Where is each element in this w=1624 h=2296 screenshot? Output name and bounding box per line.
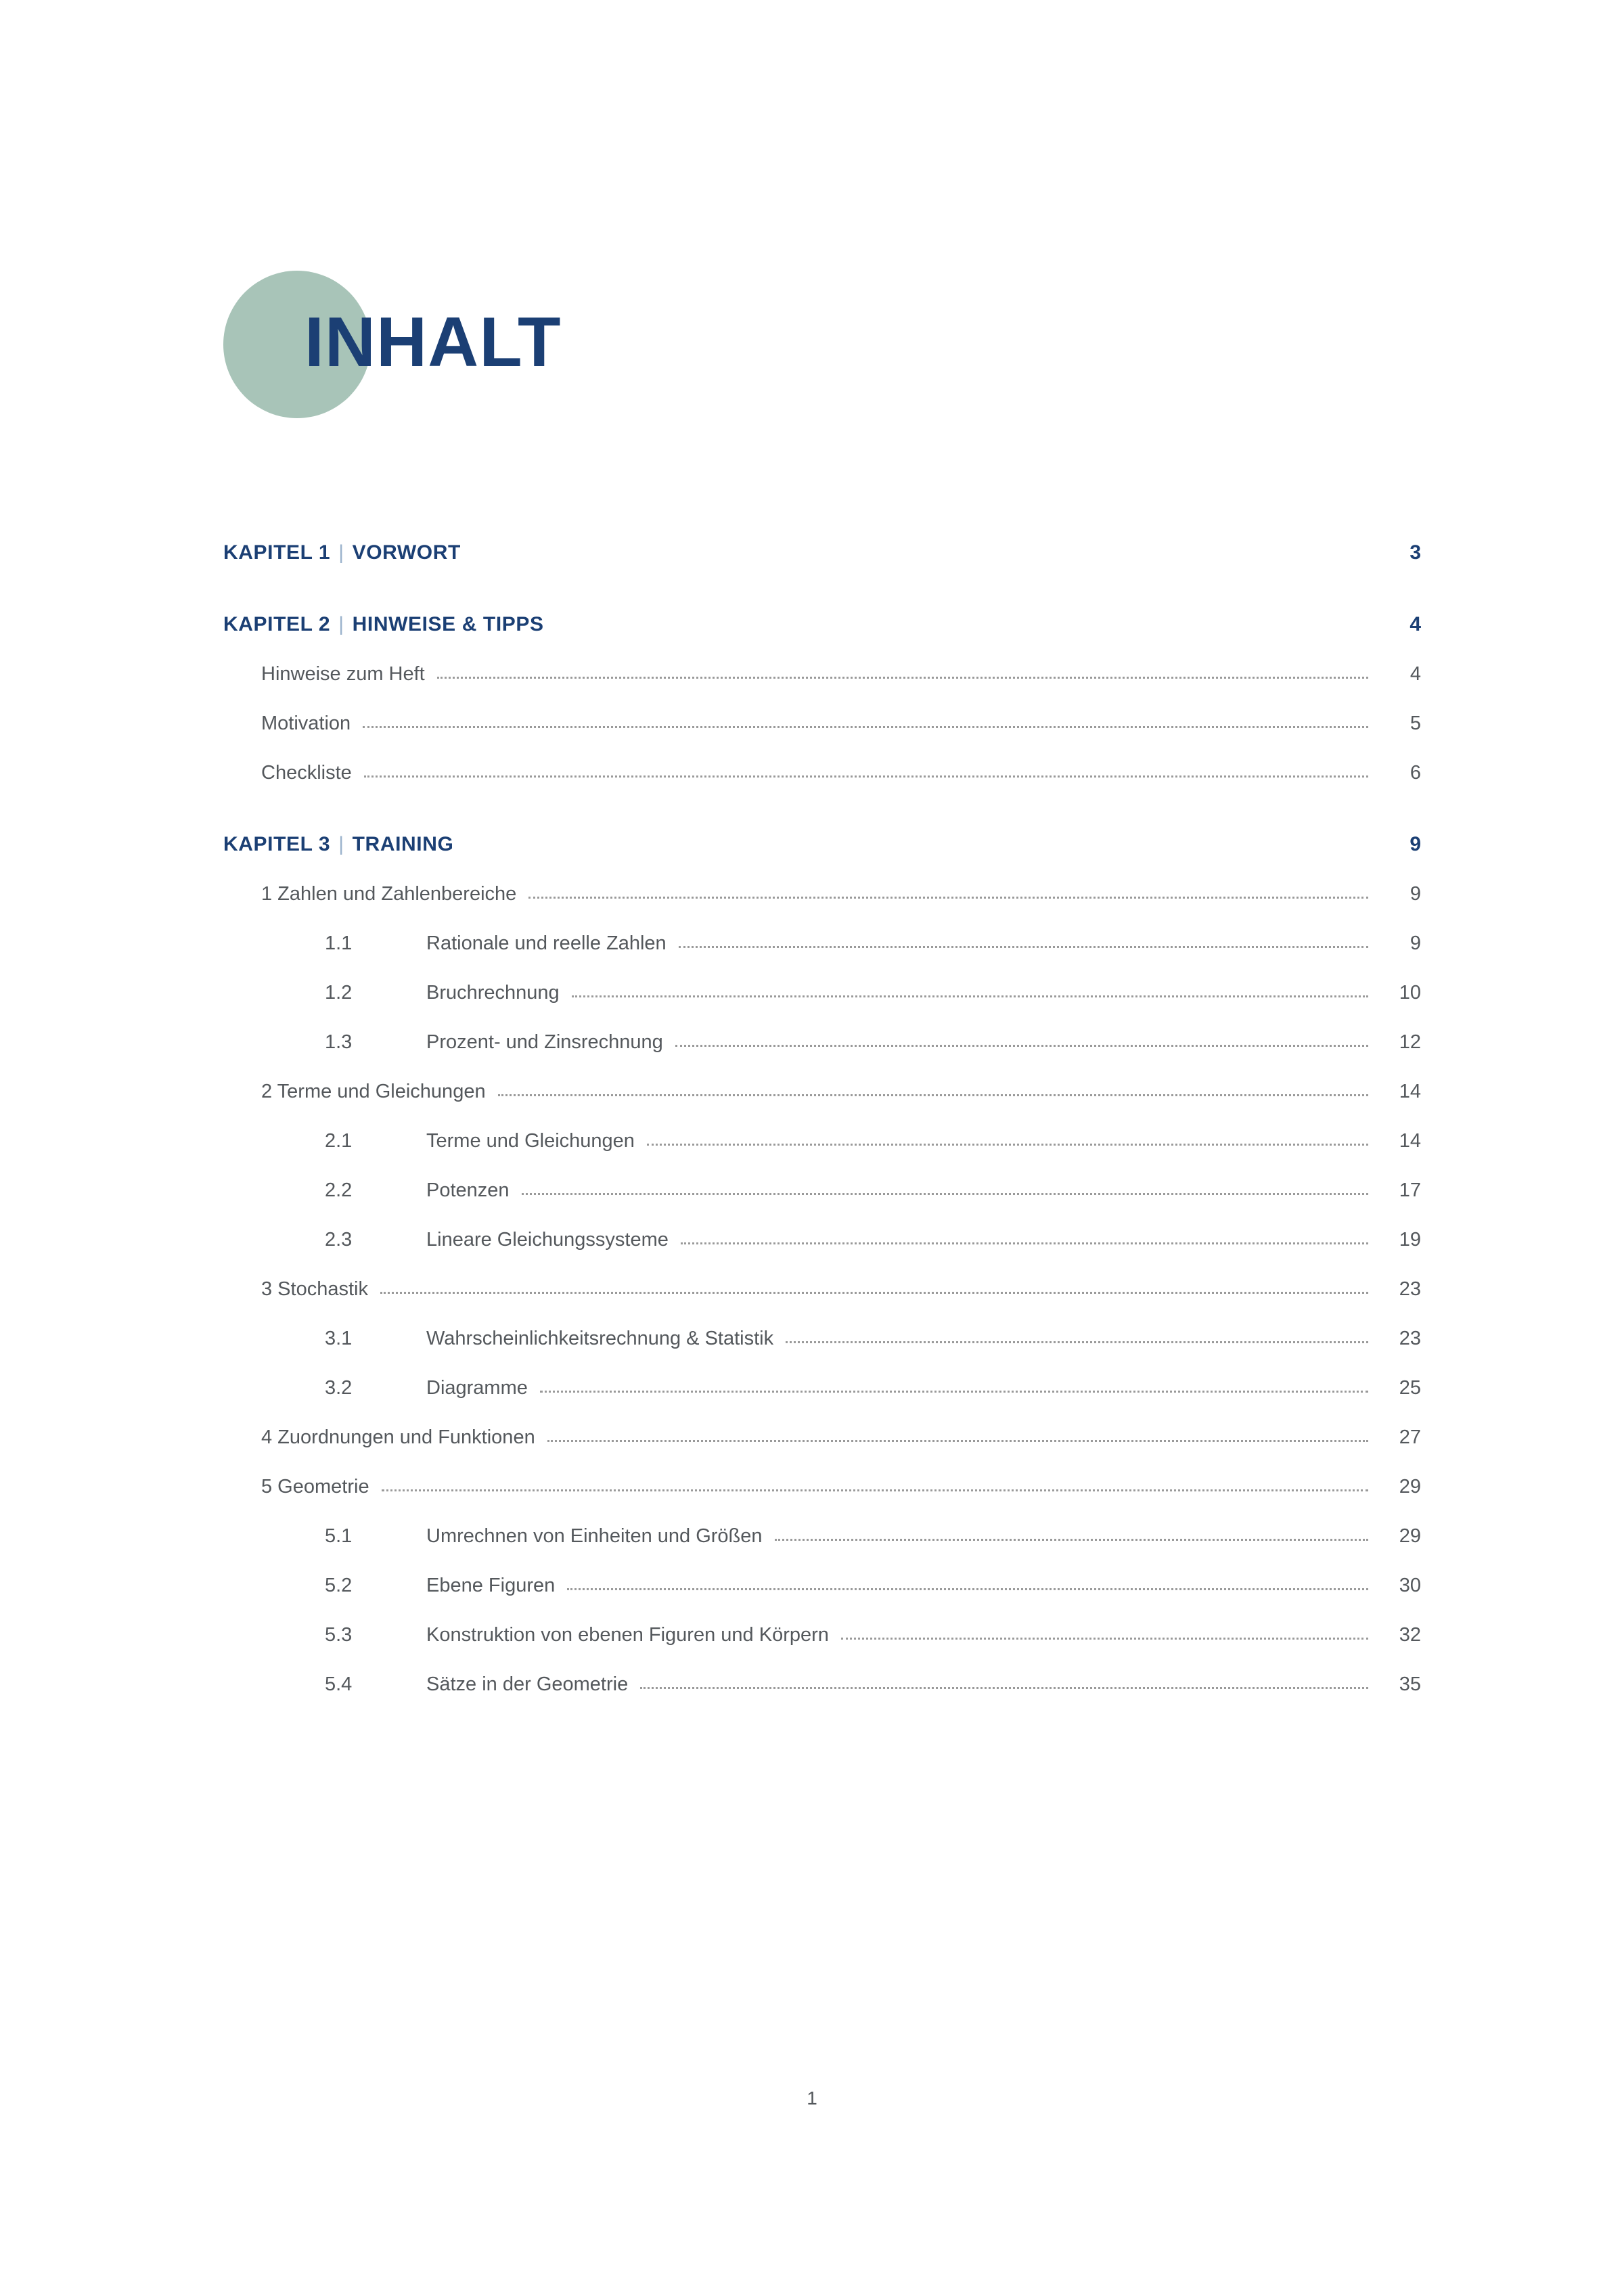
toc-entry-title: Prozent- und Zinsrechnung bbox=[426, 1031, 663, 1053]
toc-entry-row[interactable] bbox=[223, 1624, 1421, 1646]
toc-entry-row[interactable] bbox=[223, 663, 1421, 685]
toc-entry-row[interactable] bbox=[223, 1575, 1421, 1597]
toc-page-number: 23 bbox=[1399, 1328, 1421, 1349]
toc-leader-dots bbox=[547, 1440, 1368, 1442]
toc-chapter-label bbox=[223, 613, 544, 636]
toc-chapter-row[interactable] bbox=[223, 613, 1421, 636]
toc-entry-title: 4 Zuordnungen und Funktionen bbox=[261, 1426, 535, 1448]
toc-entry-title: Bruchrechnung bbox=[426, 982, 560, 1004]
toc-chapter-row[interactable] bbox=[223, 541, 1421, 564]
toc-page-number: 4 bbox=[1409, 663, 1421, 685]
toc-page-number: 29 bbox=[1399, 1525, 1421, 1547]
toc-chapter-row[interactable] bbox=[223, 833, 1421, 856]
toc-chapter-number: KAPITEL 3 bbox=[223, 833, 331, 855]
toc-entry-title: 2 Terme und Gleichungen bbox=[261, 1081, 486, 1102]
toc-chapter-title: VORWORT bbox=[352, 541, 461, 564]
toc-entry-title: 3 Stochastik bbox=[261, 1278, 368, 1300]
toc-chapter-number: KAPITEL 2 bbox=[223, 613, 331, 635]
toc-page-number: 30 bbox=[1399, 1575, 1421, 1596]
toc-chapter-separator: | bbox=[338, 833, 344, 855]
page-title-block bbox=[223, 271, 765, 433]
toc-entry-row[interactable] bbox=[223, 932, 1421, 955]
toc-entry-title: Umrechnen von Einheiten und Größen bbox=[426, 1525, 763, 1547]
toc-chapter-label bbox=[223, 541, 461, 564]
toc-entry-number: 5.4 bbox=[325, 1673, 353, 1695]
toc-entry-title: Sätze in der Geometrie bbox=[426, 1673, 629, 1695]
toc-chapter-separator: | bbox=[338, 613, 344, 635]
toc-page-number: 5 bbox=[1409, 713, 1421, 734]
toc-entry-title: Hinweise zum Heft bbox=[261, 663, 425, 685]
toc-entry-row[interactable] bbox=[223, 1377, 1421, 1399]
toc-leader-dots bbox=[528, 897, 1368, 899]
toc-entry-row[interactable] bbox=[223, 1426, 1421, 1449]
toc-entry-row[interactable] bbox=[223, 982, 1421, 1004]
toc-leader-dots bbox=[522, 1193, 1368, 1195]
toc-page-number: 10 bbox=[1399, 982, 1421, 1004]
toc-entry-row[interactable] bbox=[223, 1328, 1421, 1350]
toc-entry-row[interactable] bbox=[223, 1130, 1421, 1152]
toc-entry-number: 1.2 bbox=[325, 982, 353, 1004]
toc-leader-dots bbox=[380, 1292, 1368, 1294]
toc-page-number: 14 bbox=[1399, 1081, 1421, 1102]
toc-entry-row[interactable] bbox=[223, 1179, 1421, 1202]
toc-page-number: 27 bbox=[1399, 1426, 1421, 1448]
toc-entry-title: Potenzen bbox=[426, 1179, 510, 1201]
toc-page-number: 6 bbox=[1409, 762, 1421, 784]
toc-leader-dots bbox=[675, 1045, 1368, 1047]
page-title: INHALT bbox=[304, 303, 562, 382]
toc-page-number: 17 bbox=[1399, 1179, 1421, 1201]
toc-entry-number: 3.2 bbox=[325, 1377, 353, 1399]
toc-leader-dots bbox=[786, 1341, 1368, 1343]
toc-leader-dots bbox=[567, 1588, 1368, 1590]
toc-leader-dots bbox=[775, 1539, 1368, 1541]
toc-entry-title: 5 Geometrie bbox=[261, 1476, 369, 1498]
toc-entry-row[interactable] bbox=[223, 1081, 1421, 1103]
footer-page-number: 1 bbox=[807, 2088, 817, 2109]
toc-chapter-title: HINWEISE & TIPPS bbox=[352, 613, 544, 635]
toc-leader-dots bbox=[681, 1242, 1368, 1244]
toc-entry-title: Diagramme bbox=[426, 1377, 528, 1399]
toc-entry-number: 5.1 bbox=[325, 1525, 353, 1547]
toc-entry-number: 2.1 bbox=[325, 1130, 353, 1152]
toc-entry-title: Konstruktion von ebenen Figuren und Körpern bbox=[426, 1624, 829, 1646]
toc-leader-dots bbox=[679, 946, 1368, 948]
toc-entry-row[interactable] bbox=[223, 1673, 1421, 1696]
toc-page-number: 12 bbox=[1399, 1031, 1421, 1053]
toc-entry-title: Checkliste bbox=[261, 762, 352, 784]
toc-entry-title: Wahrscheinlichkeitsrechnung & Statistik bbox=[426, 1328, 774, 1349]
toc-leader-dots bbox=[382, 1489, 1368, 1491]
toc-entry-title: Rationale und reelle Zahlen bbox=[426, 932, 667, 954]
toc-leader-dots bbox=[841, 1638, 1368, 1640]
toc-entry-number: 5.2 bbox=[325, 1575, 353, 1596]
toc-entry-number: 1.3 bbox=[325, 1031, 353, 1053]
toc-page-number: 4 bbox=[1409, 613, 1421, 635]
toc-page-number: 19 bbox=[1399, 1229, 1421, 1251]
toc-leader-dots bbox=[647, 1144, 1368, 1146]
toc-page-number: 25 bbox=[1399, 1377, 1421, 1399]
toc-leader-dots bbox=[363, 726, 1368, 728]
toc-leader-dots bbox=[540, 1391, 1368, 1393]
toc-entry-row[interactable] bbox=[223, 883, 1421, 905]
toc-entry-title: 1 Zahlen und Zahlenbereiche bbox=[261, 883, 517, 905]
table-of-contents bbox=[223, 541, 1421, 1696]
toc-page-number: 9 bbox=[1409, 833, 1421, 855]
toc-page-number: 35 bbox=[1399, 1673, 1421, 1695]
toc-page-number: 3 bbox=[1409, 541, 1421, 564]
toc-page-number: 32 bbox=[1399, 1624, 1421, 1646]
toc-leader-dots bbox=[640, 1687, 1368, 1689]
toc-entry-row[interactable] bbox=[223, 1229, 1421, 1251]
toc-entry-number: 1.1 bbox=[325, 932, 353, 954]
toc-entry-title: Terme und Gleichungen bbox=[426, 1130, 635, 1152]
toc-entry-number: 5.3 bbox=[325, 1624, 353, 1646]
toc-chapter-title: TRAINING bbox=[352, 833, 454, 855]
toc-entry-row[interactable] bbox=[223, 713, 1421, 735]
toc-entry-title: Lineare Gleichungssysteme bbox=[426, 1229, 669, 1251]
toc-entry-row[interactable] bbox=[223, 762, 1421, 784]
toc-leader-dots bbox=[498, 1094, 1368, 1096]
toc-entry-number: 2.2 bbox=[325, 1179, 353, 1201]
toc-entry-row[interactable] bbox=[223, 1476, 1421, 1498]
toc-chapter-separator: | bbox=[338, 541, 344, 564]
toc-entry-number: 2.3 bbox=[325, 1229, 353, 1251]
toc-page-number: 9 bbox=[1409, 932, 1421, 954]
toc-entry-row[interactable] bbox=[223, 1278, 1421, 1301]
toc-leader-dots bbox=[572, 995, 1368, 997]
toc-entry-row[interactable] bbox=[223, 1031, 1421, 1054]
toc-entry-title: Motivation bbox=[261, 713, 351, 734]
toc-entry-row[interactable] bbox=[223, 1525, 1421, 1548]
toc-page-number: 9 bbox=[1409, 883, 1421, 905]
toc-entry-title: Ebene Figuren bbox=[426, 1575, 556, 1596]
toc-page-number: 29 bbox=[1399, 1476, 1421, 1498]
toc-chapter-number: KAPITEL 1 bbox=[223, 541, 331, 564]
toc-chapter-label bbox=[223, 833, 453, 856]
toc-leader-dots bbox=[364, 775, 1368, 778]
toc-leader-dots bbox=[437, 677, 1368, 679]
toc-entry-number: 3.1 bbox=[325, 1328, 353, 1349]
toc-page-number: 23 bbox=[1399, 1278, 1421, 1300]
toc-page-number: 14 bbox=[1399, 1130, 1421, 1152]
